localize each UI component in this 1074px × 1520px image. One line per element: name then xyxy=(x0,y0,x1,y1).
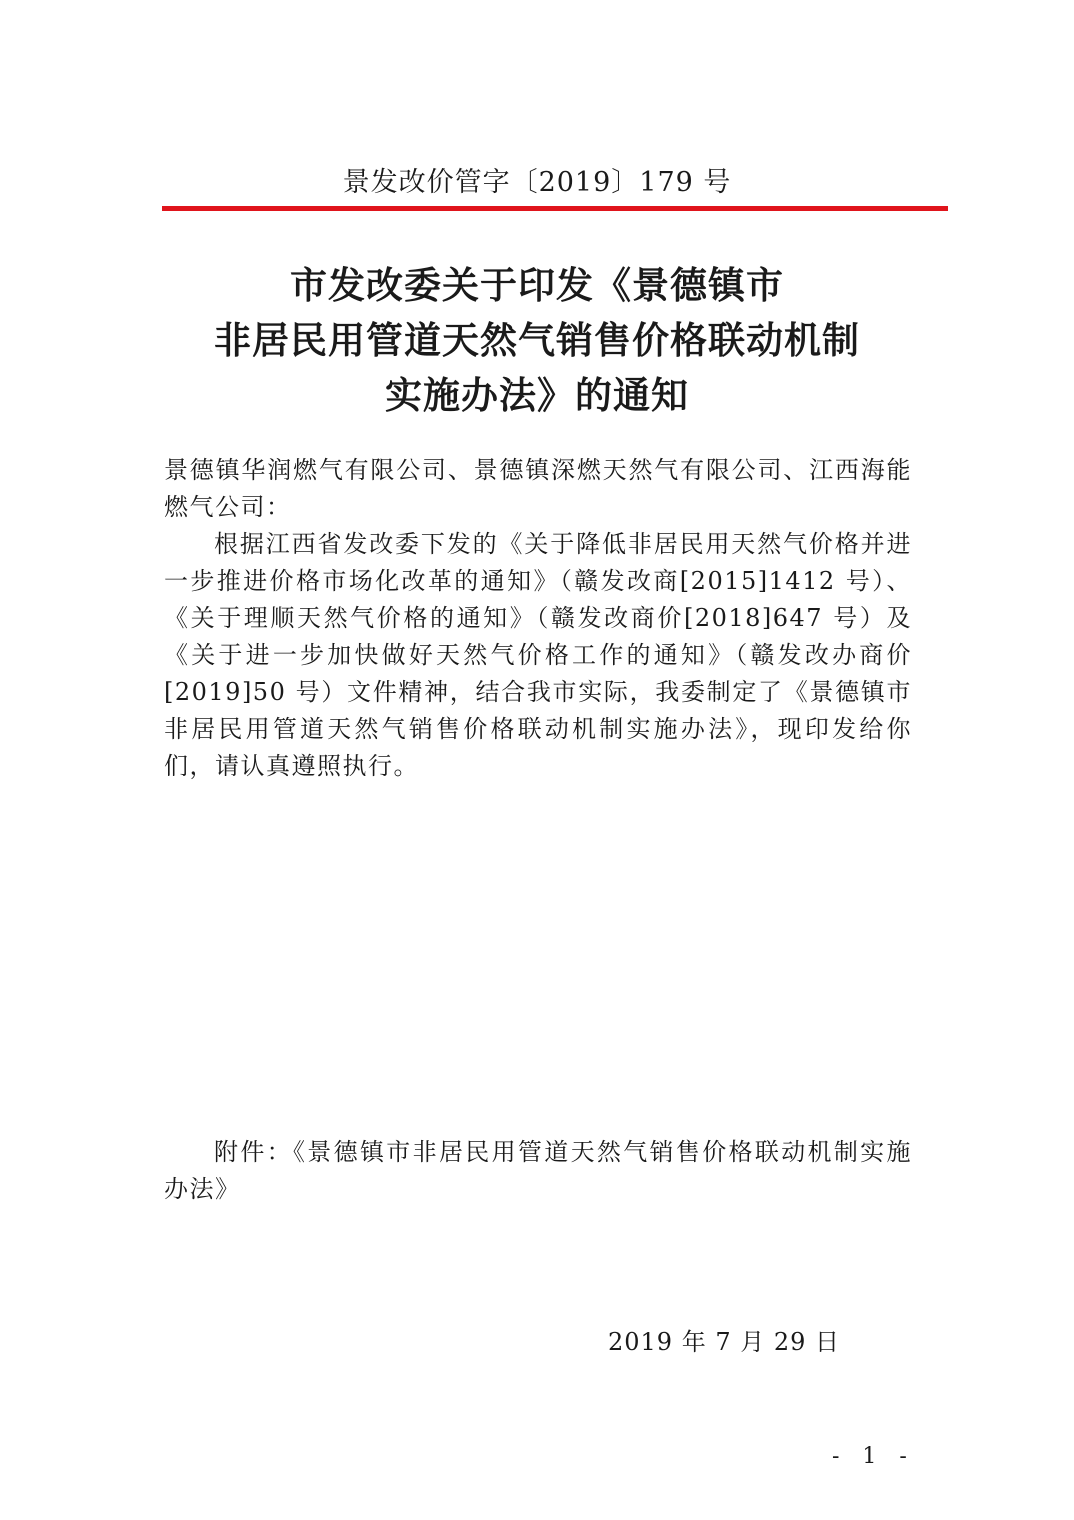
main-paragraph: 根据江西省发改委下发的《关于降低非居民用天然气价格并进一步推进价格市场化改革的通知》（赣发改商[2015]1412 号）、《关于理顺天然气价格的通知》（赣发改商价[2018]647 号）及《关于进一步加快做好天然气价格工作的通知》（赣发改办商价[2019]50 号）文件精神，结合我市实际，我委制定了《景德镇市非居民用管道天然气销售价格联动机制实施办法》，现印发给你们，请认真遵照执行。 xyxy=(164,530,912,780)
document-title xyxy=(0,258,1074,423)
issue-date: 2019 年 7 月 29 日 xyxy=(608,1328,841,1356)
title-line-3: 实施办法》的通知 xyxy=(385,373,689,417)
recipient-line: 景德镇华润燃气有限公司、景德镇深燃天然气有限公司、江西海能燃气公司： xyxy=(164,456,912,521)
document-number: 景发改价管字〔2019〕179 号 xyxy=(342,167,732,198)
title-line-2: 非居民用管道天然气销售价格联动机制 xyxy=(214,318,860,362)
title-line-1: 市发改委关于印发《景德镇市 xyxy=(290,263,784,307)
red-header-rule xyxy=(162,206,948,211)
page-number: - 1 - xyxy=(832,1444,915,1469)
attachment-note: 附件：《景德镇市非居民用管道天然气销售价格联动机制实施办法》 xyxy=(164,1138,912,1203)
